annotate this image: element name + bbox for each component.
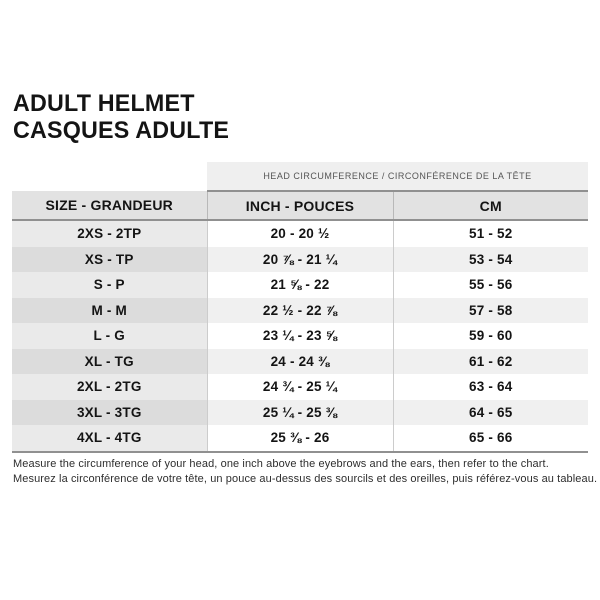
size-cell: XL - TG <box>12 349 207 375</box>
header-row <box>12 191 588 220</box>
table-row <box>12 374 588 400</box>
table-row <box>12 349 588 375</box>
inch-cell: 23 ¼ - 23 ⅝ <box>207 323 393 349</box>
size-cell: XS - TP <box>12 247 207 273</box>
column-header-size: SIZE - GRANDEUR <box>12 191 207 220</box>
cm-cell: 59 - 60 <box>393 323 588 349</box>
measurement-instructions <box>13 457 597 486</box>
banner-corner-spacer <box>12 162 207 191</box>
cm-cell: 57 - 58 <box>393 298 588 324</box>
size-cell: M - M <box>12 298 207 324</box>
table-row <box>12 298 588 324</box>
inch-cell: 25 ¼ - 25 ⅜ <box>207 400 393 426</box>
head-circumference-banner: HEAD CIRCUMFERENCE / CIRCONFÉRENCE DE LA TÊTE <box>207 162 588 191</box>
table-row <box>12 400 588 426</box>
helmet-size-table <box>12 162 588 453</box>
banner-row <box>12 162 588 191</box>
cm-cell: 65 - 66 <box>393 425 588 452</box>
table-row <box>12 272 588 298</box>
cm-cell: 63 - 64 <box>393 374 588 400</box>
inch-cell: 21 ⅝ - 22 <box>207 272 393 298</box>
inch-cell: 20 - 20 ½ <box>207 220 393 247</box>
size-cell: 2XL - 2TG <box>12 374 207 400</box>
size-cell: 2XS - 2TP <box>12 220 207 247</box>
inch-cell: 22 ½ - 22 ⅞ <box>207 298 393 324</box>
size-cell: 4XL - 4TG <box>12 425 207 452</box>
size-cell: 3XL - 3TG <box>12 400 207 426</box>
cm-cell: 53 - 54 <box>393 247 588 273</box>
column-header-inch: INCH - POUCES <box>207 191 393 220</box>
inch-cell: 20 ⅞ - 21 ¼ <box>207 247 393 273</box>
cm-cell: 61 - 62 <box>393 349 588 375</box>
inch-cell: 25 ⅜ - 26 <box>207 425 393 452</box>
table-row <box>12 425 588 452</box>
page-title-line-en: ADULT HELMET <box>13 90 195 117</box>
page-title-line-fr: CASQUES ADULTE <box>13 117 230 144</box>
table-row <box>12 220 588 247</box>
table-row <box>12 323 588 349</box>
cm-cell: 55 - 56 <box>393 272 588 298</box>
inch-cell: 24 - 24 ⅜ <box>207 349 393 375</box>
table-row <box>12 247 588 273</box>
size-cell: L - G <box>12 323 207 349</box>
size-cell: S - P <box>12 272 207 298</box>
page-title <box>13 90 229 144</box>
cm-cell: 64 - 65 <box>393 400 588 426</box>
inch-cell: 24 ¾ - 25 ¼ <box>207 374 393 400</box>
cm-cell: 51 - 52 <box>393 220 588 247</box>
column-header-cm: CM <box>393 191 588 220</box>
measurement-instruction-fr: Mesurez la circonférence de votre tête, un pouce au-dessus des sourcils et des oreilles, puis référez-vous au tableau. <box>13 472 598 485</box>
measurement-instruction-en: Measure the circumference of your head, one inch above the eyebrows and the ears, then refer to the chart. <box>13 458 549 470</box>
